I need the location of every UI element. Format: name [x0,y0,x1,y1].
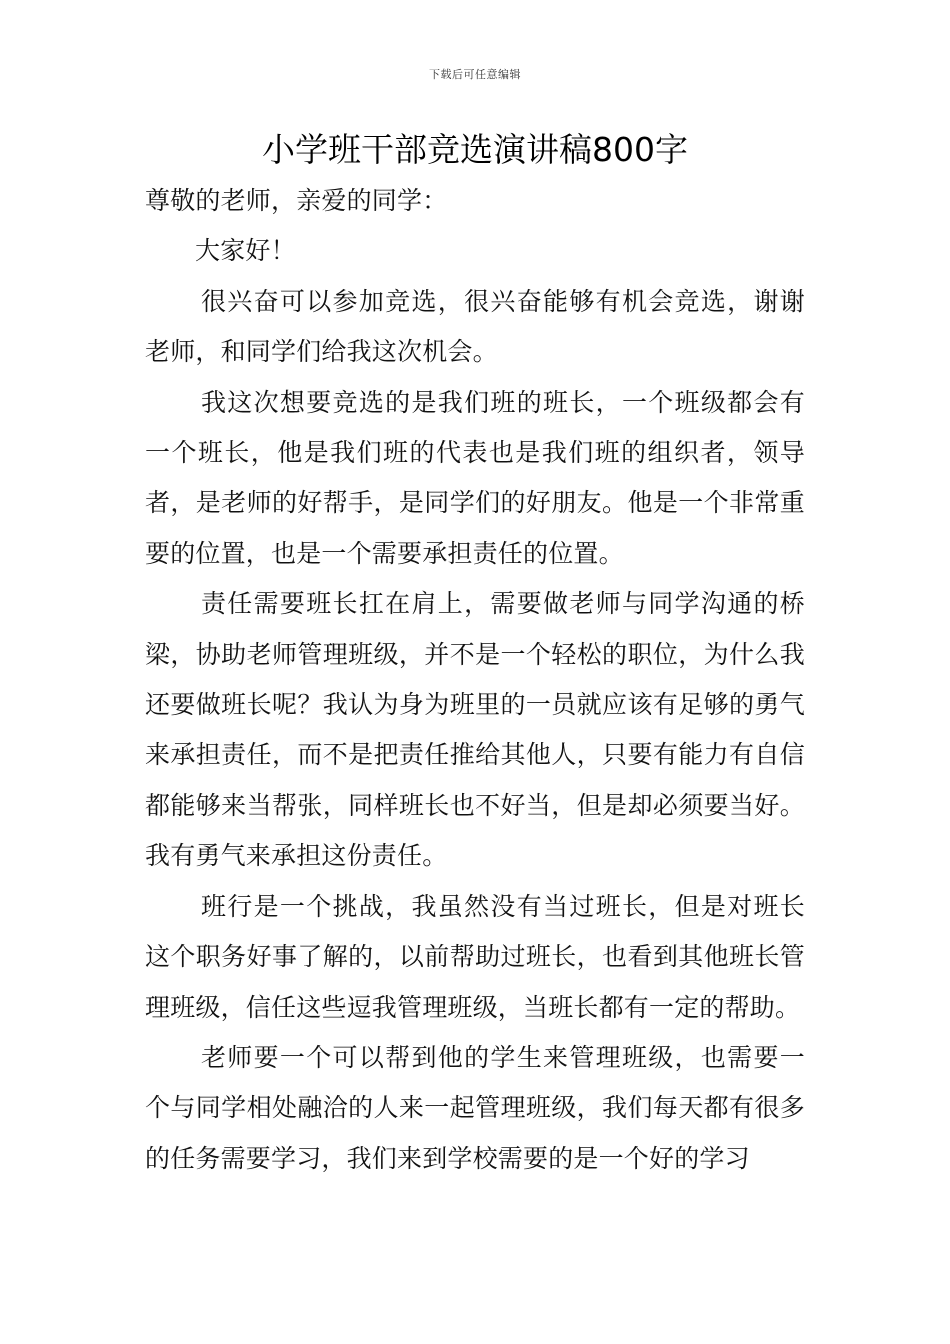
header-note: 下载后可任意编辑 [429,68,521,81]
paragraph: 责任需要班长扛在肩上，需要做老师与同学沟通的桥梁，协助老师管理班级，并不是一个轻松的职位，为什么我还要做班长呢？我认为身为班里的一员就应该有足够的勇气来承担责任，而不是把责任推给其他人，只要有能力有自信都能够来当帮张，同样班长也不好当，但是却必须要当好。我有勇气来承担这份责任。 [145,589,805,871]
paragraph: 我这次想要竞选的是我们班的班长，一个班级都会有一个班长，他是我们班的代表也是我们班的组织者，领导者，是老师的好帮手，是同学们的好朋友。他是一个非常重要的位置，也是一个需要承担责任的位置。 [145,387,805,568]
greeting: 大家好！ [195,236,296,266]
salutation: 尊敬的老师，亲爱的同学： [145,186,448,215]
paragraph: 很兴奋可以参加竞选，很兴奋能够有机会竞选，谢谢老师，和同学们给我这次机会。 [145,286,805,367]
paragraph: 班行是一个挑战，我虽然没有当过班长，但是对班长这个职务好事了解的，以前帮助过班长，也看到其他班长管理班级，信任这些逗我管理班级，当班长都有一定的帮助。 [145,891,805,1022]
document-title: 小学班干部竞选演讲稿800字 [262,130,688,169]
paragraph: 老师要一个可以帮到他的学生来管理班级，也需要一个与同学相处融洽的人来一起管理班级，我们每天都有很多的任务需要学习，我们来到学校需要的是一个好的学习 [145,1042,805,1173]
document-body [145,176,805,1184]
